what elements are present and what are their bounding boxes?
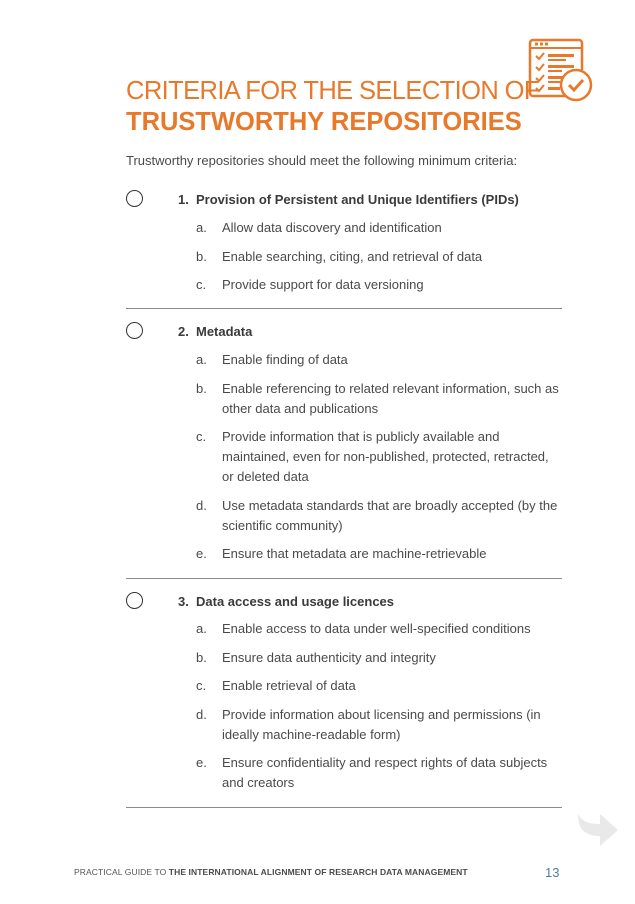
item-letter: b. (196, 381, 207, 396)
section-heading (178, 324, 252, 339)
item-text: Enable retrieval of data (222, 678, 356, 693)
item-letter: c. (196, 277, 207, 292)
section-title: Metadata (196, 324, 253, 339)
item-text: Enable access to data under well-specified conditions (222, 621, 531, 636)
section-title: Provision of Persistent and Unique Identifiers (PIDs) (196, 192, 519, 207)
section-number: 1. (178, 192, 189, 207)
page-title-line2: TRUSTWORTHY REPOSITORIES (126, 108, 522, 136)
section-heading (178, 594, 394, 609)
item-text: Enable finding of data (222, 352, 348, 367)
item-text: Ensure confidentiality and respect rights of data subjects and creators (222, 755, 548, 790)
section-number: 2. (178, 324, 189, 339)
intro-text: Trustworthy repositories should meet the following minimum criteria: (126, 153, 518, 168)
item-text: Ensure that metadata are machine-retrievable (222, 546, 487, 561)
item-letter: c. (196, 678, 207, 693)
item-letter: d. (196, 498, 207, 513)
section-divider (126, 807, 562, 808)
section-title: Data access and usage licences (196, 594, 395, 609)
item-letter: b. (196, 650, 207, 665)
section-number: 3. (178, 594, 189, 609)
page-footer (74, 867, 468, 877)
item-letter: c. (196, 429, 207, 444)
item-letter: a. (196, 220, 207, 235)
footer-title: THE INTERNATIONAL ALIGNMENT OF RESEARCH DATA MANAGEMENT (168, 867, 468, 877)
item-text: Provide support for data versioning (222, 277, 424, 292)
page-number: 13 (545, 865, 560, 880)
item-letter: e. (196, 546, 207, 561)
item-letter: a. (196, 352, 207, 367)
item-text: Enable searching, citing, and retrieval of data (222, 249, 483, 264)
item-text: Ensure data authenticity and integrity (222, 650, 436, 665)
section-heading (178, 192, 519, 207)
section-divider (126, 308, 562, 309)
checkbox-circle-icon[interactable] (126, 592, 143, 609)
item-text: Enable referencing to related relevant information, such as other data and publications (222, 381, 559, 416)
item-text: Allow data discovery and identification (222, 220, 442, 235)
item-letter: e. (196, 755, 207, 770)
item-letter: b. (196, 249, 207, 264)
checkbox-circle-icon[interactable] (126, 322, 143, 339)
page-title-line1: CRITERIA FOR THE SELECTION OF (126, 77, 539, 105)
arrow-right-icon[interactable] (574, 806, 622, 850)
item-text: Provide information about licensing and permissions (in ideally machine-readable form) (222, 707, 541, 742)
section-divider (126, 578, 562, 579)
item-text: Use metadata standards that are broadly accepted (by the scientific community) (222, 498, 558, 533)
item-letter: d. (196, 707, 207, 722)
footer-prefix: PRACTICAL GUIDE TO (74, 867, 169, 877)
item-text: Provide information that is publicly available and maintained, even for non-published, protected, retracted, or deleted data (222, 429, 549, 484)
item-letter: a. (196, 621, 207, 636)
checkbox-circle-icon[interactable] (126, 190, 143, 207)
